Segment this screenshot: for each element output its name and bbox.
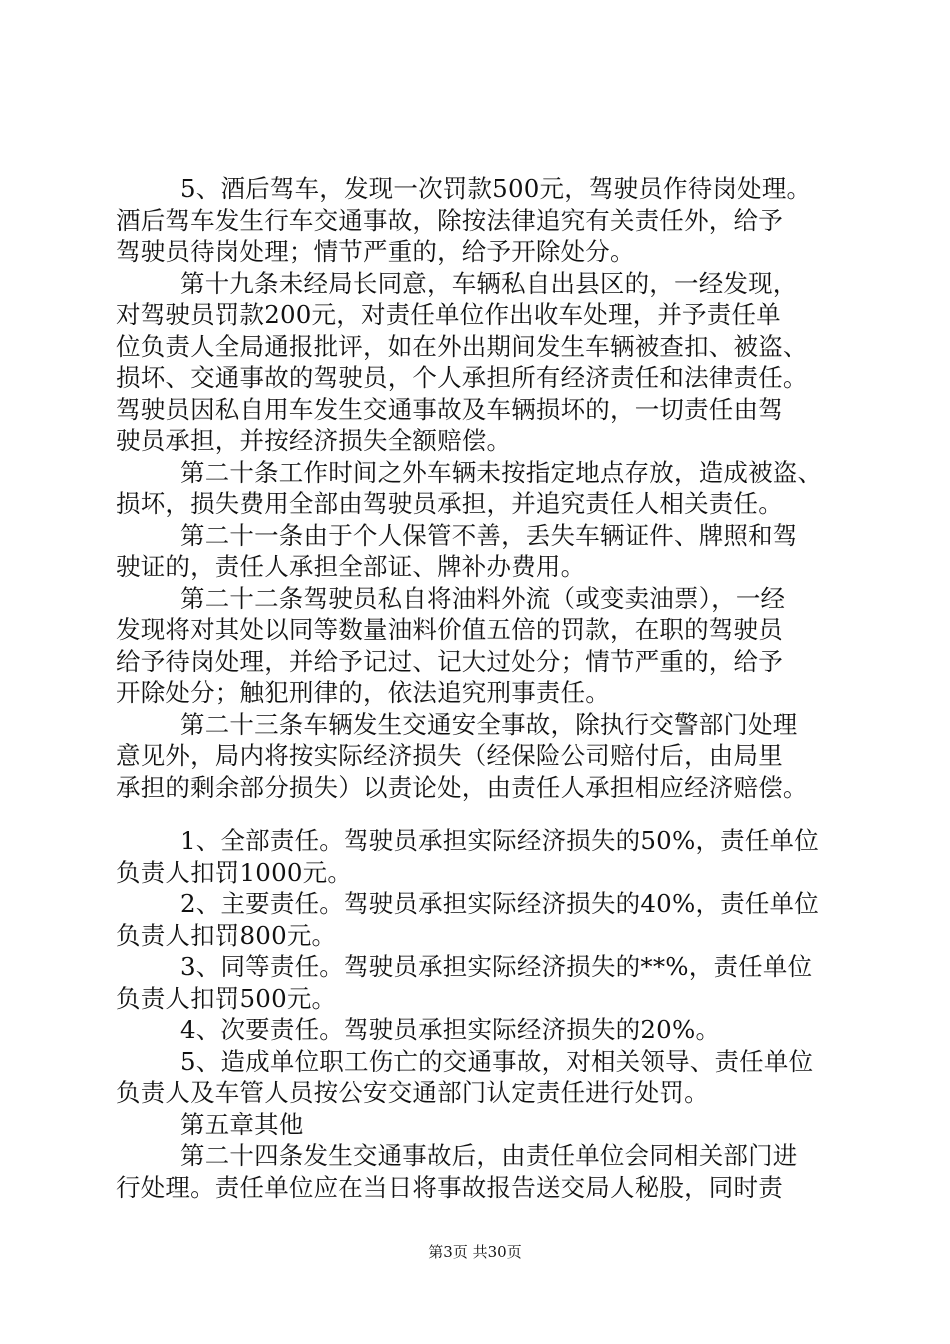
text-line: 意见外，局内将按实际经济损失（经保险公司赔付后，由局里	[116, 741, 783, 770]
text-line: 第二十一条由于个人保管不善，丢失车辆证件、牌照和驾	[180, 520, 798, 550]
text-line: 2、主要责任。驾驶员承担实际经济损失的40%，责任单位	[180, 889, 819, 918]
page-number-footer: 第3页 共30页	[428, 1243, 522, 1261]
text-line: 负责人扣罚500元。	[116, 983, 337, 1013]
text-line: 行处理。责任单位应在当日将事故报告送交局人秘股，同时责	[116, 1172, 783, 1202]
text-line: 开除处分；触犯刑律的，依法追究刑事责任。	[116, 678, 610, 707]
text-line: 承担的剩余部分损失）以责论处，由责任人承担相应经济赔偿。	[116, 772, 808, 802]
text-line: 第二十条工作时间之外车辆未按指定地点存放，造成被盗、	[180, 457, 823, 487]
text-line: 第二十三条车辆发生交通安全事故，除执行交警部门处理	[180, 709, 798, 739]
text-line: 位负责人全局通报批评，如在外出期间发生车辆被查扣、被盗、	[116, 331, 808, 361]
text-line: 驶员承担，并按经济损失全额赔偿。	[116, 426, 512, 455]
text-line: 第二十四条发生交通事故后，由责任单位会同相关部门进	[180, 1141, 798, 1170]
text-line: 负责人扣罚800元。	[116, 920, 337, 950]
text-line: 发现将对其处以同等数量油料价值五倍的罚款，在职的驾驶员	[116, 615, 783, 644]
text-line: 负责人及车管人员按公安交通部门认定责任进行处罚。	[116, 1078, 709, 1107]
text-line: 第十九条未经局长同意，车辆私自出县区的，一经发现，	[180, 268, 798, 298]
text-line: 3、同等责任。驾驶员承担实际经济损失的**%，责任单位	[180, 952, 813, 981]
document-body	[116, 173, 841, 1203]
text-line: 驾驶员因私自用车发生交通事故及车辆损坏的，一切责任由驾	[116, 394, 783, 424]
paragraph-gap	[116, 803, 841, 825]
text-line: 损坏、交通事故的驾驶员，个人承担所有经济责任和法律责任。	[116, 363, 808, 392]
text-line: 驶证的，责任人承担全部证、牌补办费用。	[116, 552, 586, 581]
text-line: 4、次要责任。驾驶员承担实际经济损失的20%。	[180, 1015, 721, 1044]
text-line: 5、造成单位职工伤亡的交通事故，对相关领导、责任单位	[180, 1046, 814, 1076]
text-line: 酒后驾车发生行车交通事故，除按法律追究有关责任外，给予	[116, 205, 783, 235]
text-line: 负责人扣罚1000元。	[116, 857, 353, 887]
text-line: 损坏，损失费用全部由驾驶员承担，并追究责任人相关责任。	[116, 489, 783, 518]
text-line: 第二十二条驾驶员私自将油料外流（或变卖油票），一经	[180, 583, 786, 613]
text-line: 驾驶员待岗处理；情节严重的，给予开除处分。	[116, 237, 635, 266]
text-line: 对驾驶员罚款200元，对责任单位作出收车处理，并予责任单	[116, 300, 781, 329]
chapter-heading: 第五章其他	[180, 1109, 304, 1139]
text-line: 给予待岗处理，并给予记过、记大过处分；情节严重的，给予	[116, 646, 783, 676]
text-line: 5、酒后驾车，发现一次罚款500元，驾驶员作待岗处理。	[180, 174, 812, 203]
text-line: 1、全部责任。驾驶员承担实际经济损失的50%，责任单位	[180, 826, 819, 855]
